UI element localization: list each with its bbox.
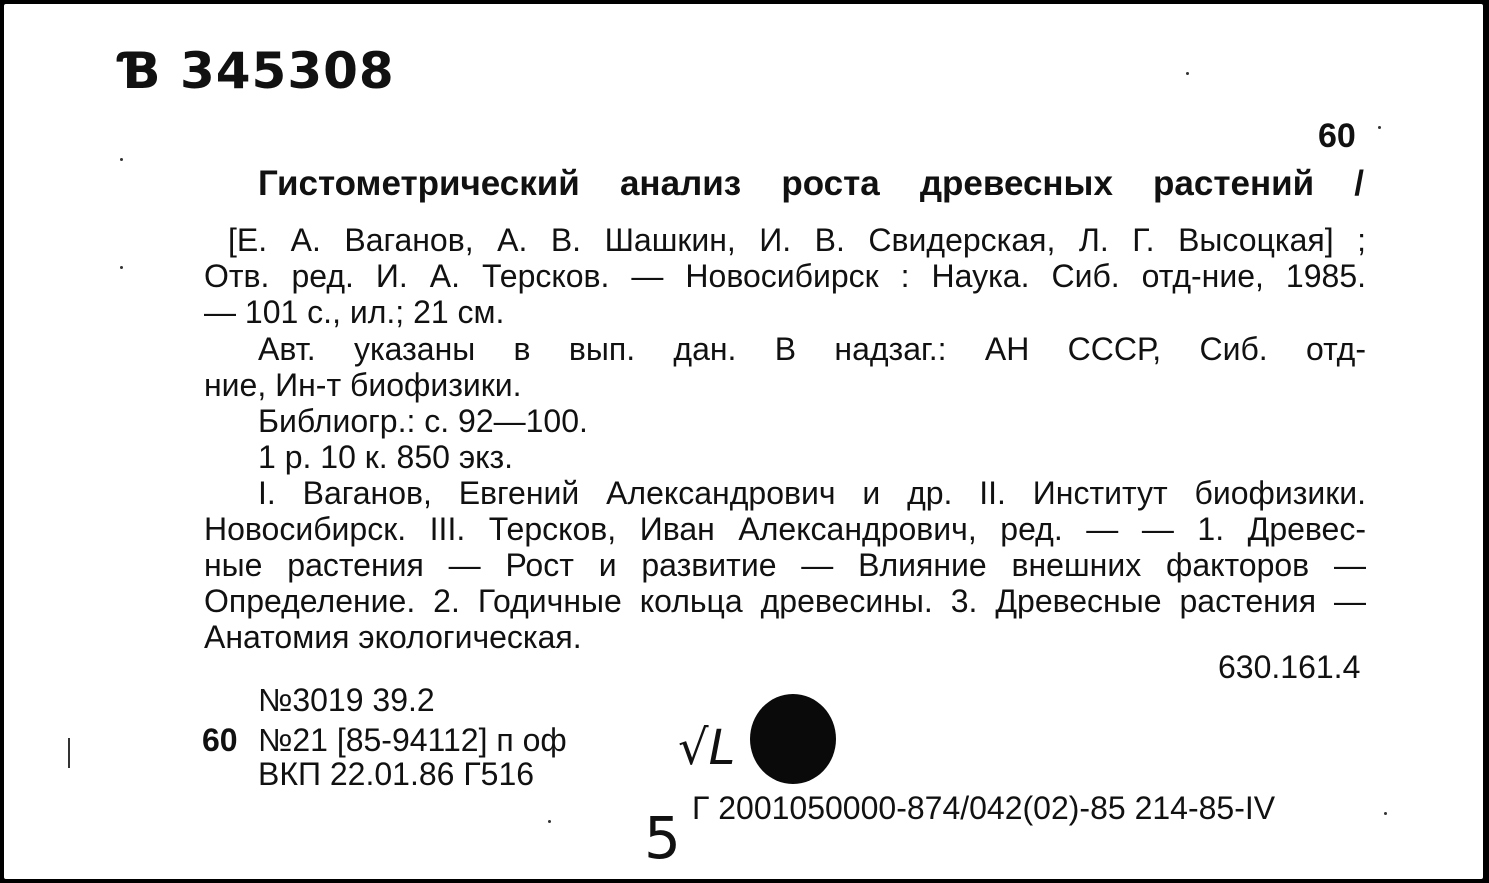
body-line-12: Анатомия экологическая. [204,619,582,655]
handwritten-digit: 5 [644,804,681,872]
catalog-card [4,4,1483,879]
classification-code: 630.161.4 [1218,649,1361,685]
body-line-2: Отв. ред. И. А. Терсков. — Новосибирск : Наука. Сиб. отд-ние, 1985. [204,258,1366,294]
footer-card-prefix: 60 [202,722,238,758]
speck [1378,126,1381,129]
speck [120,158,123,161]
body-line-7: 1 р. 10 к. 850 экз. [258,439,514,475]
body-line-9: Новосибирск. III. Терсков, Иван Александрович, ред. — — 1. Древес- [204,511,1366,547]
punch-hole [750,694,836,784]
publisher-code: Г 2001050000-874/042(02)-85 214-85-IV [692,790,1276,826]
margin-mark [68,738,70,768]
book-title: Гистометрический анализ роста древесных растений / [258,164,1364,203]
speck [1384,812,1387,815]
body-line-5: ние, Ин-т биофизики. [204,367,522,403]
speck [548,820,551,823]
body-line-6: Библиогр.: с. 92—100. [258,403,588,439]
body-line-4: Авт. указаны в вып. дан. В надзаг.: АН СССР, Сиб. отд- [258,331,1366,367]
speck [120,266,123,269]
handwritten-inventory-number: Ɓ 345308 [120,42,395,100]
body-line-3: — 101 с., ил.; 21 см. [204,294,505,330]
body-line-1: [Е. А. Ваганов, А. В. Шашкин, И. В. Свидерская, Л. Г. Высоцкая] ; [228,222,1366,258]
speck [1186,72,1189,75]
footer-line-2: №21 [85-94112] п оф [258,722,567,758]
footer-line-1: №3019 39.2 [258,682,435,718]
body-line-10: ные растения — Рост и развитие — Влияние внешних факторов — [204,547,1366,583]
footer-line-3: ВКП 22.01.86 Г516 [258,756,535,792]
body-line-11: Определение. 2. Годичные кольца древесины. 3. Древесные растения — [204,583,1366,619]
handwritten-check-mark: √L [678,720,736,776]
body-line-8: I. Ваганов, Евгений Александрович и др. II. Институт биофизики. [258,475,1366,511]
card-number-top: 60 [1318,117,1356,155]
